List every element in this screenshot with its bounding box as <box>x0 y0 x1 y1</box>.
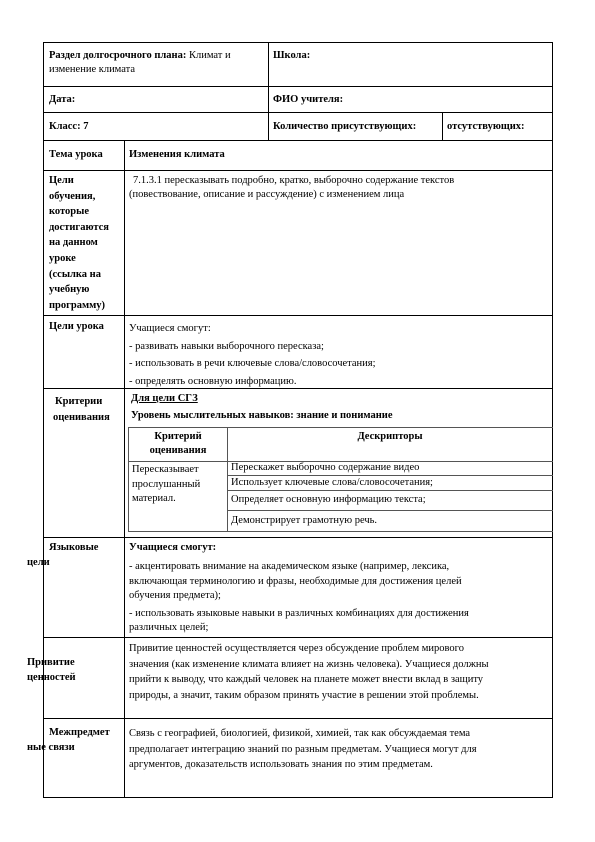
objectives-label-line: обучения, <box>49 190 96 202</box>
cross-curricular-label-2: ные связи <box>27 742 75 753</box>
language-goals-line: различных целей; <box>129 622 209 634</box>
lesson-goals-line: - использовать в речи ключевые слова/словосочетания; <box>129 358 376 369</box>
assessment-criteria-label <box>49 394 123 426</box>
criterion-line: материал. <box>132 493 176 504</box>
values-line: прийти к выводу, что каждый человек на планете может внести вклад в защиту <box>129 674 484 685</box>
school-label: Школа: <box>273 50 311 61</box>
values-content <box>129 641 549 703</box>
learning-objectives-value <box>129 174 549 202</box>
for-goal-heading: Для цели СГЗ <box>131 393 198 404</box>
values-label-2: ценностей <box>27 672 76 683</box>
language-goals-content <box>129 541 549 635</box>
lesson-goals-line: - развивать навыки выборочного пересказа; <box>129 340 324 352</box>
objectives-label-line: (ссылка на <box>49 268 101 280</box>
cross-curricular-label-1: Межпредмет <box>49 727 110 738</box>
objectives-label-line: Цели <box>49 175 74 186</box>
language-goals-heading: Учащиеся смогут: <box>129 542 217 553</box>
absent-label: отсутствующих: <box>447 121 525 132</box>
values-label-1: Привитие <box>27 657 75 668</box>
criterion-line: Пересказывает <box>132 464 199 475</box>
criteria-label-line: Критерии <box>55 396 103 407</box>
learning-objectives-label <box>49 173 123 313</box>
section-value: Климат и <box>188 50 231 61</box>
values-line: значения (как изменение климата влияет на жизнь человека). Учащиеся должны <box>129 658 489 670</box>
language-goals-label-1: Языковые <box>49 542 99 553</box>
lesson-goals-line: - определять основную информацию. <box>129 375 297 387</box>
cross-curricular-content <box>129 726 549 773</box>
section-label: Раздел долгосрочного плана: <box>49 50 187 61</box>
cross-curricular-line: предполагает интеграцию знаний по разным предметам. Учащиеся могут для <box>129 743 477 755</box>
present-label: Количество присутствующих: <box>273 121 417 132</box>
objectives-value-line: 7.1.3.1 пересказывать подробно, кратко, выборочно содержание текстов <box>133 175 455 186</box>
criterion-header-line: Критерий <box>154 431 202 442</box>
descriptors-header: Дескрипторы <box>357 431 423 442</box>
language-goals-line: - акцентировать внимание на академическом языке (например, лексика, <box>129 561 450 573</box>
objectives-value-line: (повествование, описание и рассуждение) с изменением лица <box>129 189 405 201</box>
criteria-label-line: оценивания <box>53 412 110 423</box>
cross-curricular-line: аргументов, доказательств использовать знания по этим предметам. <box>129 759 433 770</box>
language-goals-line: включающая терминологию и фразы, необходимые для достижения целей <box>129 575 462 587</box>
section-cell <box>49 49 264 77</box>
topic-value: Изменения климата <box>129 149 225 160</box>
lesson-goals-line: Учащиеся смогут: <box>129 323 211 334</box>
class-label: Класс: 7 <box>49 121 89 132</box>
teacher-label: ФИО учителя: <box>273 94 344 105</box>
values-line: природы, а значит, таким образом принять участие в решении этой проблемы. <box>129 689 479 701</box>
objectives-label-line: достигаются <box>49 221 109 233</box>
cross-curricular-line: Связь с географией, биологией, физикой, химией, так как обсуждаемая тема <box>129 728 471 739</box>
criterion-text <box>132 463 226 507</box>
topic-label: Тема урока <box>49 149 103 160</box>
descriptor-item: Использует ключевые слова/словосочетания; <box>231 477 433 488</box>
language-goals-line: обучения предмета); <box>129 590 221 602</box>
descriptor-item: Определяет основную информацию текста; <box>231 494 426 505</box>
lesson-goals-label: Цели урока <box>49 321 104 332</box>
thinking-level: Уровень мыслительных навыков: знание и понимание <box>131 410 393 421</box>
values-line: Привитие ценностей осуществляется через обсуждение проблем мирового <box>129 643 464 654</box>
objectives-label-line: учебную <box>49 284 90 296</box>
objectives-label-line: которые <box>49 206 89 218</box>
language-goals-label-2: цели <box>27 557 50 568</box>
section-value-cont: изменение климата <box>49 64 136 76</box>
descriptor-item: Демонстрирует грамотную речь. <box>231 515 378 526</box>
objectives-label-line: программу) <box>49 299 106 311</box>
descriptor-item: Перескажет выборочно содержание видео <box>231 462 420 473</box>
lesson-goals-list <box>129 320 549 390</box>
objectives-label-line: на данном <box>49 237 98 249</box>
criterion-header-line: оценивания <box>149 445 207 456</box>
criterion-line: прослушанный <box>132 478 201 490</box>
criterion-header <box>129 430 227 458</box>
language-goals-line: - использовать языковые навыки в различных комбинациях для достижения <box>129 607 469 619</box>
objectives-label-line: уроке <box>49 252 76 264</box>
date-label: Дата: <box>49 94 76 105</box>
